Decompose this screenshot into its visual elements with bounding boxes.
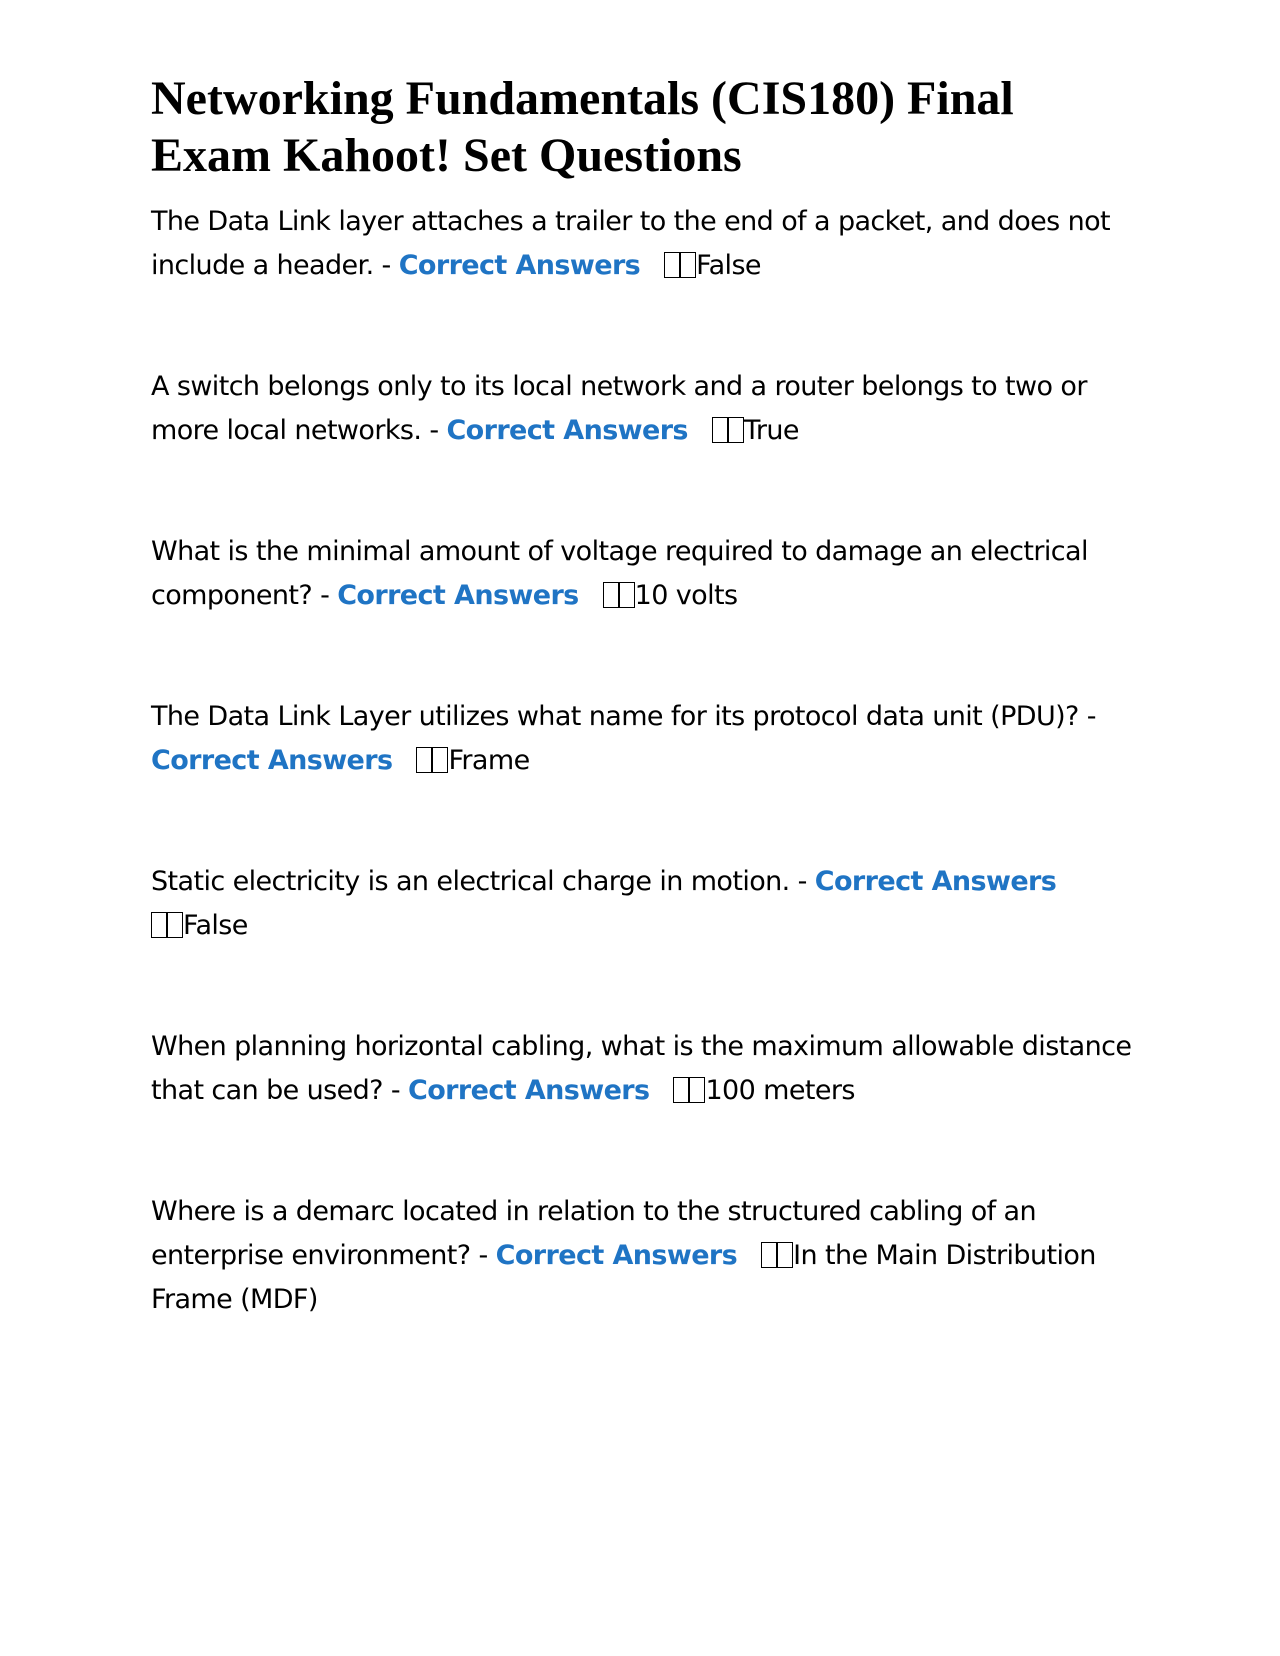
correct-answers-label: Correct Answers (151, 745, 393, 776)
answer-text: Frame (448, 745, 530, 776)
missing-glyph-icon (603, 574, 635, 618)
missing-glyph-icon (664, 244, 696, 288)
question-text: A switch belongs only to its local network and a router belongs to two or more local networks. (151, 371, 1087, 446)
qa-item: The Data Link layer attaches a trailer to the end of a packet, and does not include a header. - Correct Answers False (151, 200, 1136, 288)
correct-answers-label: Correct Answers (814, 866, 1057, 897)
qa-item: When planning horizontal cabling, what is the maximum allowable distance that can be used? - Correct Answers 100 meters (151, 1025, 1136, 1113)
question-text: Static electricity is an electrical charge in motion. (151, 866, 790, 897)
question-text: When planning horizontal cabling, what is the maximum allowable distance that can be used? (151, 1031, 1132, 1106)
correct-answers-label: Correct Answers (398, 250, 641, 281)
missing-glyph-icon (712, 409, 744, 453)
answer-text: In the Main Distribution Frame (MDF) (151, 1240, 1096, 1315)
correct-answers-label: Correct Answers (495, 1240, 738, 1271)
answer-text: 10 volts (634, 580, 738, 611)
answer-text: True (743, 415, 799, 446)
question-text: What is the minimal amount of voltage required to damage an electrical component? (151, 536, 1088, 611)
qa-item: A switch belongs only to its local network and a router belongs to two or more local networks. - Correct Answers True (151, 365, 1136, 453)
missing-glyph-icon (416, 739, 448, 783)
document-title: Networking Fundamentals (CIS180) Final Exam Kahoot! Set Questions (151, 72, 1014, 182)
correct-answers-label: Correct Answers (337, 580, 579, 611)
answer-text: False (696, 250, 761, 281)
answer-text: 100 meters (705, 1075, 855, 1106)
question-text: Where is a demarc located in relation to the structured cabling of an enterprise environment? (151, 1196, 1036, 1271)
document-page (151, 70, 1136, 1399)
correct-answers-label: Correct Answers (408, 1075, 650, 1106)
correct-answers-label: Correct Answers (446, 415, 688, 446)
qa-item: The Data Link Layer utilizes what name for its protocol data unit (PDU)? - Correct Answers Frame (151, 695, 1136, 783)
missing-glyph-icon (673, 1069, 705, 1113)
answer-text: False (183, 910, 248, 941)
qa-item: What is the minimal amount of voltage required to damage an electrical component? - Correct Answers 10 volts (151, 530, 1136, 618)
question-text: The Data Link layer attaches a trailer to the end of a packet, and does not include a header. (151, 206, 1111, 281)
question-text: The Data Link Layer utilizes what name for its protocol data unit (PDU)? (151, 701, 1079, 732)
missing-glyph-icon (761, 1234, 793, 1278)
missing-glyph-icon (151, 904, 183, 948)
qa-item: Static electricity is an electrical charge in motion. - Correct Answers False (151, 860, 1136, 948)
qa-item: Where is a demarc located in relation to the structured cabling of an enterprise environment? - Correct Answers In the Main Distribution Frame (MDF) (151, 1196, 1096, 1315)
